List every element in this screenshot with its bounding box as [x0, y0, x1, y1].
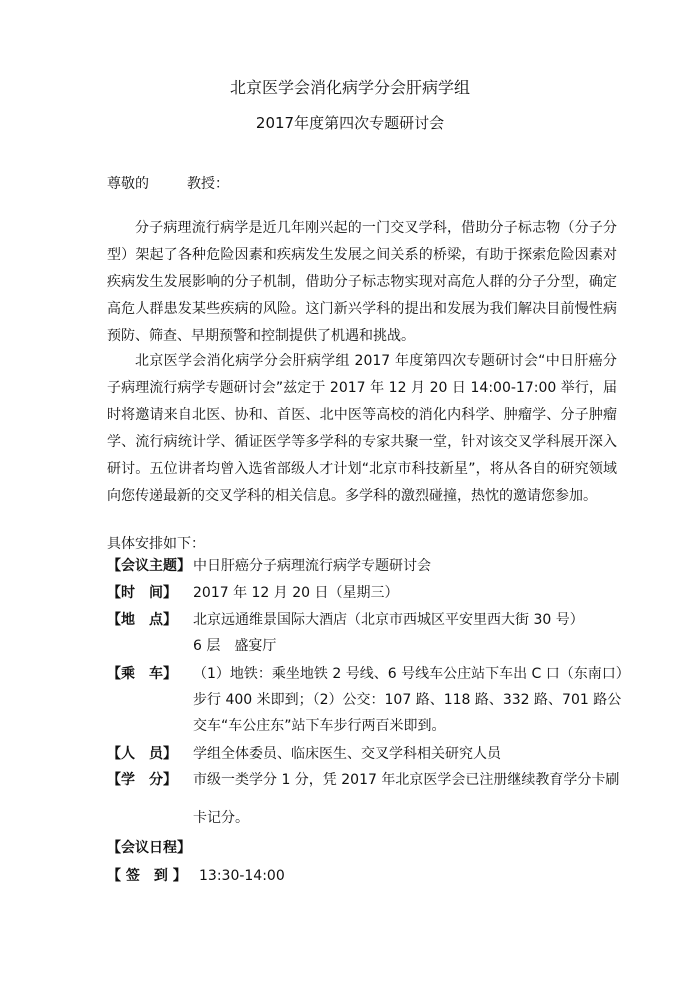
- org-title: 北京医学会消化病学分会肝病学组: [229, 78, 470, 97]
- credit-value: 市级一类学分 1 分，凭 2017 年北京医学会已注册继续教育学分卡刷卡记分。: [193, 772, 620, 826]
- people-label: 【人 员】: [107, 746, 177, 762]
- transport-value: （1）地铁：乘坐地铁 2 号线、6 号线车公庄站下车出 C 口（东南口）步行 400 米即到；（2）公交：107 路、118 路、332 路、701 路公交车“车公庄东”站下车步行两百米即到。: [193, 666, 623, 734]
- place-hall: 6 层 盛宴厅: [193, 638, 277, 654]
- schedule-intro: 具体安排如下：: [107, 536, 205, 552]
- agenda-heading: 【会议日程】: [107, 840, 191, 856]
- body-paragraph-1: 分子病理流行病学是近几年刚兴起的一门交叉学科，借助分子标志物（分子分型）架起了各种危险因素和疾病发生发展之间关系的桥梁，有助于探索危险因素对疾病发生发展影响的分子机制，借助分子标志物实现对高危人群的分子分型，确定高危人群患发某些疾病的风险。这门新兴学科的提出和发展为我们解决目前慢性病预防、筛查、早期预警和控制提供了机遇和挑战。: [107, 220, 617, 344]
- place-address: 北京远通维景国际大酒店（北京市西城区平安里西大街 30 号）: [193, 612, 584, 628]
- time-value: 2017 年 12 月 20 日（星期三）: [193, 585, 399, 601]
- event-title: 2017年度第四次专题研讨会: [255, 114, 445, 132]
- salutation-suffix: 教授：: [187, 176, 229, 192]
- credit-label: 【学 分】: [107, 772, 177, 788]
- salutation: [107, 175, 229, 193]
- checkin-label: 【 签 到 】: [107, 868, 187, 884]
- agenda-checkin: [107, 866, 285, 886]
- body-paragraph-2: 北京医学会消化病学分会肝病学组 2017 年度第四次专题研讨会“中日肝癌分子病理流行病学专题研讨会”兹定于 2017 年 12 月 20 日 14:00-17:00 举行，届时将邀请来自北医、协和、首医、北中医等高校的消化内科学、肿瘤学、分子肿瘤学、流行病统计学、循证医学等多学科的专家共聚一堂，针对该交叉学科展开深入研讨。五位讲者均曾入选省部级人才计划“北京市科技新星”，将从各自的研究领域向您传递最新的交叉学科的相关信息。多学科的激烈碰撞，热忱的邀请您参加。: [107, 353, 617, 504]
- time-label: 【时 间】: [107, 585, 177, 601]
- people-value: 学组全体委员、临床医生、交叉学科相关研究人员: [193, 746, 501, 762]
- theme-label: 【会议主题】: [107, 558, 191, 574]
- theme-value: 中日肝癌分子病理流行病学专题研讨会: [193, 558, 431, 574]
- place-value: [193, 607, 623, 659]
- checkin-time: 13:30-14:00: [199, 868, 285, 884]
- transport-label: 【乘 车】: [107, 666, 177, 682]
- salutation-prefix: 尊敬的: [107, 176, 149, 192]
- place-label: 【地 点】: [107, 612, 177, 628]
